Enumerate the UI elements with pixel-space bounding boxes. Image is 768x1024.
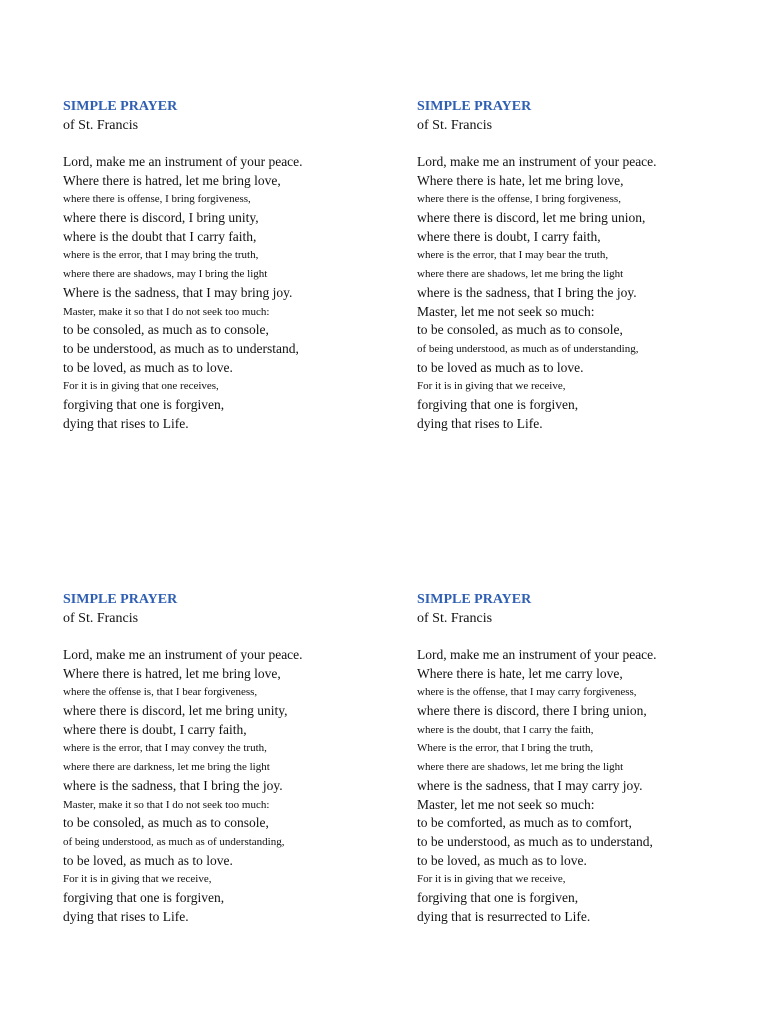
prayer-lines bbox=[417, 153, 747, 433]
prayer-line: Master, let me not seek so much: bbox=[417, 796, 595, 812]
prayer-line: to be understood, as much as to understand, bbox=[417, 833, 653, 849]
prayer-block-top-right bbox=[417, 97, 747, 433]
prayer-lines bbox=[63, 153, 393, 433]
stanza-gap bbox=[417, 135, 747, 153]
prayer-line: forgiving that one is forgiven, bbox=[417, 396, 579, 412]
prayer-title: SIMPLE PRAYER bbox=[63, 99, 178, 114]
prayer-block-bottom-right bbox=[417, 590, 747, 926]
prayer-line: where is the sadness, that I bring the joy. bbox=[63, 777, 283, 793]
prayer-line: to be consoled, as much as to console, bbox=[63, 322, 269, 338]
stanza-gap bbox=[63, 628, 393, 646]
prayer-title: SIMPLE PRAYER bbox=[417, 592, 532, 607]
prayer-line: of being understood, as much as of understanding, bbox=[417, 342, 639, 355]
prayer-line: to be loved as much as to love. bbox=[417, 359, 584, 375]
prayer-line: where there is doubt, I carry faith, bbox=[63, 721, 247, 737]
prayer-line: where the offense is, that I bear forgiveness, bbox=[63, 686, 258, 699]
prayer-line: Where is the sadness, that I may bring joy. bbox=[63, 284, 293, 300]
prayer-line: where is the sadness, that I may carry joy. bbox=[417, 777, 643, 793]
prayer-line: dying that is resurrected to Life. bbox=[417, 908, 591, 924]
prayer-line: Lord, make me an instrument of your peace. bbox=[63, 647, 303, 662]
prayer-line: dying that rises to Life. bbox=[63, 908, 189, 924]
stanza-gap bbox=[63, 135, 393, 153]
prayer-line: where there is discord, let me bring unity, bbox=[63, 703, 288, 719]
prayer-line: where is the offense, that I may carry forgiveness, bbox=[417, 686, 637, 699]
prayer-line: For it is in giving that one receives, bbox=[63, 380, 219, 393]
prayer-line: forgiving that one is forgiven, bbox=[417, 889, 579, 905]
prayer-line: to be understood, as much as to understand, bbox=[63, 340, 299, 356]
prayer-line: forgiving that one is forgiven, bbox=[63, 889, 225, 905]
prayer-lines bbox=[63, 646, 393, 926]
prayer-title: SIMPLE PRAYER bbox=[63, 592, 178, 607]
prayer-block-top-left bbox=[63, 97, 393, 433]
prayer-line: Where there is hatred, let me bring love, bbox=[63, 665, 281, 681]
prayer-line: where there are shadows, let me bring the light bbox=[417, 761, 624, 774]
prayer-line: For it is in giving that we receive, bbox=[417, 873, 566, 886]
prayer-line: where there is offense, I bring forgiveness, bbox=[63, 193, 251, 206]
prayer-line: Master, make it so that I do not seek too much: bbox=[63, 305, 270, 318]
prayer-line: to be comforted, as much as to comfort, bbox=[417, 815, 632, 831]
prayer-line: where is the sadness, that I bring the joy. bbox=[417, 284, 637, 300]
prayer-line: Where there is hate, let me bring love, bbox=[417, 172, 624, 188]
prayer-line: of being understood, as much as of understanding, bbox=[63, 835, 285, 848]
prayer-line: forgiving that one is forgiven, bbox=[63, 396, 225, 412]
prayer-line: where there is doubt, I carry faith, bbox=[417, 228, 601, 244]
prayer-line: where is the error, that I may bear the truth, bbox=[417, 249, 609, 262]
prayer-line: to be loved, as much as to love. bbox=[63, 359, 233, 375]
prayer-line: Lord, make me an instrument of your peace. bbox=[63, 154, 303, 169]
prayer-line: Where there is hate, let me carry love, bbox=[417, 665, 623, 681]
prayer-line: where there is discord, let me bring union, bbox=[417, 210, 646, 226]
prayer-line: dying that rises to Life. bbox=[63, 415, 189, 431]
prayer-subtitle: of St. Francis bbox=[63, 611, 139, 626]
prayer-line: where there are darkness, let me bring the light bbox=[63, 761, 270, 774]
prayer-line: For it is in giving that we receive, bbox=[63, 873, 212, 886]
prayer-line: to be consoled, as much as to console, bbox=[417, 322, 623, 338]
prayer-subtitle: of St. Francis bbox=[63, 118, 139, 133]
prayer-line: Master, make it so that I do not seek too much: bbox=[63, 798, 270, 811]
prayer-block-bottom-left bbox=[63, 590, 393, 926]
prayer-line: where is the error, that I may convey the truth, bbox=[63, 742, 267, 755]
prayer-line: where is the doubt that I carry faith, bbox=[63, 228, 257, 244]
prayer-line: Lord, make me an instrument of your peace. bbox=[417, 154, 657, 169]
prayer-line: Where there is hatred, let me bring love, bbox=[63, 172, 281, 188]
stanza-gap bbox=[417, 628, 747, 646]
prayer-line: Lord, make me an instrument of your peace. bbox=[417, 647, 657, 662]
prayer-line: Where is the error, that I bring the truth, bbox=[417, 742, 594, 755]
prayer-line: where is the doubt, that I carry the faith, bbox=[417, 723, 594, 736]
prayer-lines bbox=[417, 646, 747, 926]
prayer-line: For it is in giving that we receive, bbox=[417, 380, 566, 393]
prayer-line: where there are shadows, let me bring the light bbox=[417, 268, 624, 281]
prayer-line: where is the error, that I may bring the truth, bbox=[63, 249, 259, 262]
prayer-line: to be loved, as much as to love. bbox=[417, 852, 587, 868]
prayer-line: where there is discord, I bring unity, bbox=[63, 210, 259, 226]
prayer-line: where there is discord, there I bring union, bbox=[417, 703, 647, 719]
prayer-line: to be loved, as much as to love. bbox=[63, 852, 233, 868]
prayer-subtitle: of St. Francis bbox=[417, 611, 493, 626]
prayer-line: to be consoled, as much as to console, bbox=[63, 815, 269, 831]
prayer-line: where there are shadows, may I bring the light bbox=[63, 268, 268, 281]
prayer-line: where there is the offense, I bring forgiveness, bbox=[417, 193, 621, 206]
prayer-title: SIMPLE PRAYER bbox=[417, 99, 532, 114]
prayer-subtitle: of St. Francis bbox=[417, 118, 493, 133]
prayer-line: dying that rises to Life. bbox=[417, 415, 543, 431]
prayer-line: Master, let me not seek so much: bbox=[417, 303, 595, 319]
